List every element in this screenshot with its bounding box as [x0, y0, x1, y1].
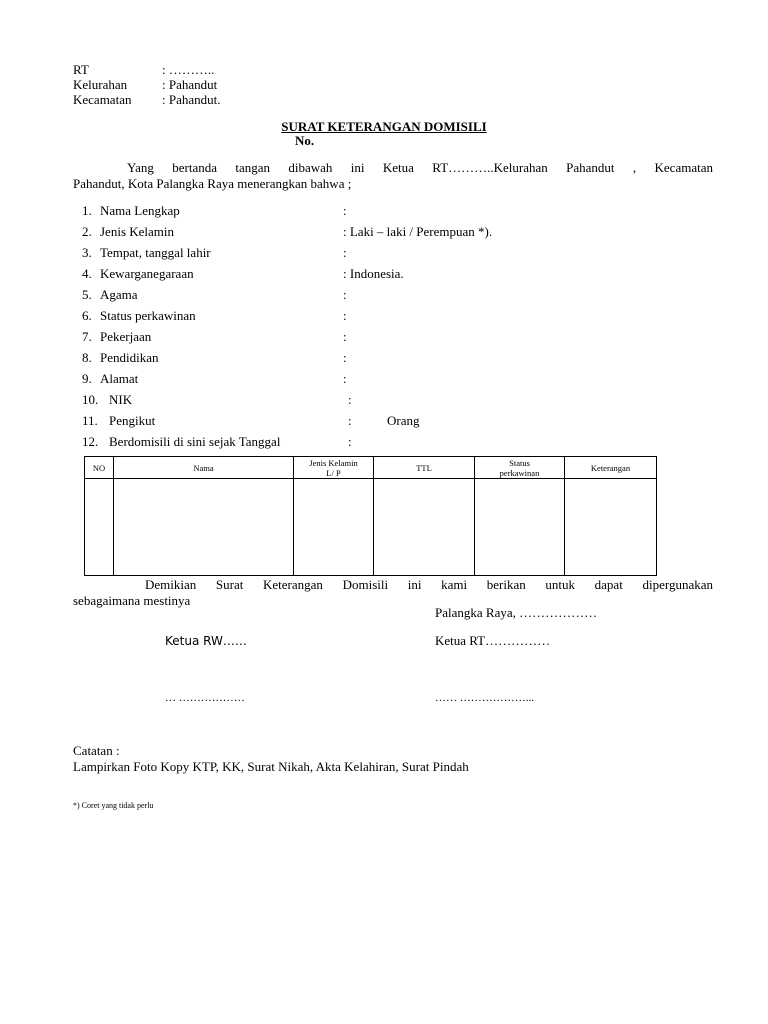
field-number: 12.: [82, 434, 99, 449]
field-number: 10.: [82, 392, 99, 407]
table-cell: [114, 479, 294, 576]
household-table: [84, 456, 657, 576]
kelurahan-value: : Pahandut: [162, 77, 218, 92]
field-value: :: [343, 245, 347, 260]
field-value: :: [348, 392, 352, 407]
table-header-status: Status perkawinan: [475, 457, 565, 479]
table-header-row: [85, 457, 657, 479]
field-value: : Indonesia.: [343, 266, 404, 281]
field-number: 7.: [82, 329, 92, 344]
table-row: [85, 479, 657, 576]
field-label: Tempat, tanggal lahir: [100, 245, 211, 260]
table-cell: [374, 479, 475, 576]
table-header-keterangan: Keterangan: [565, 457, 657, 479]
field-number: 9.: [82, 371, 92, 386]
field-value: :: [343, 371, 347, 386]
table-header-nama: Nama: [114, 457, 294, 479]
kecamatan-label: Kecamatan: [73, 92, 132, 107]
rw-signature-name: … ………………: [165, 692, 245, 704]
place-date: Palangka Raya, ………………: [435, 605, 598, 620]
field-label: Pendidikan: [100, 350, 159, 365]
table-header-ttl: TTL: [374, 457, 475, 479]
kelurahan-label: Kelurahan: [73, 77, 128, 92]
rt-label: RT: [73, 62, 89, 77]
rt-signature-name: …… ………………...: [435, 692, 534, 704]
field-number: 3.: [82, 245, 92, 260]
field-value: :: [343, 287, 347, 302]
intro-paragraph: [73, 160, 713, 192]
field-label: Jenis Kelamin: [100, 224, 175, 239]
document-title: [0, 119, 768, 135]
table-cell: [294, 479, 374, 576]
field-label: Pengikut: [109, 413, 156, 428]
closing-line-1: Demikian Surat Keterangan Domisili ini kami berikan untuk dapat dipergunakan: [145, 577, 713, 592]
table-cell: [475, 479, 565, 576]
field-number: 1.: [82, 203, 92, 218]
document-title-text: SURAT KETERANGAN DOMISILI: [281, 119, 487, 134]
intro-line-2: Pahandut, Kota Palangka Raya menerangkan bahwa ;: [73, 176, 352, 191]
field-number: 2.: [82, 224, 92, 239]
field-label: Agama: [100, 287, 138, 302]
field-label: Pekerjaan: [100, 329, 152, 344]
table-cell: [85, 479, 114, 576]
footnote: *) Coret yang tidak perlu: [73, 801, 154, 810]
field-label: Berdomisili di sini sejak Tanggal: [109, 434, 281, 449]
field-number: 5.: [82, 287, 92, 302]
field-value: :: [348, 434, 352, 449]
field-label: Alamat: [100, 371, 139, 386]
document-number-label: No.: [295, 133, 315, 148]
rt-value: : ………..: [162, 62, 215, 77]
closing-line-2: sebagaimana mestinya: [73, 593, 191, 608]
ketua-rw-label: Ketua RW……: [165, 634, 247, 648]
table-cell: [565, 479, 657, 576]
field-label: Status perkawinan: [100, 308, 196, 323]
notes-text: Lampirkan Foto Kopy KTP, KK, Surat Nikah, Akta Kelahiran, Surat Pindah: [73, 759, 469, 774]
field-label: NIK: [109, 392, 133, 407]
table-header-no: NO: [85, 457, 114, 479]
kecamatan-value: : Pahandut.: [162, 92, 221, 107]
field-extra-orang: Orang: [387, 413, 420, 428]
table-header-jenis-kelamin: Jenis Kelamin L/ P: [294, 457, 374, 479]
field-value: :: [343, 350, 347, 365]
field-label: Kewarganegaraan: [100, 266, 194, 281]
field-number: 11.: [82, 413, 98, 428]
field-value: :: [343, 308, 347, 323]
ketua-rt-label: Ketua RT……………: [435, 633, 551, 648]
field-value: : Laki – laki / Perempuan *).: [343, 224, 493, 239]
field-number: 8.: [82, 350, 92, 365]
field-number: 4.: [82, 266, 92, 281]
intro-line-1: Yang bertanda tangan dibawah ini Ketua RT………..Kelurahan Pahandut , Kecamatan: [127, 160, 713, 175]
notes-label: Catatan :: [73, 743, 120, 758]
field-label: Nama Lengkap: [100, 203, 180, 218]
field-value: :: [348, 413, 352, 428]
field-value: :: [343, 329, 347, 344]
field-value: :: [343, 203, 347, 218]
field-number: 6.: [82, 308, 92, 323]
